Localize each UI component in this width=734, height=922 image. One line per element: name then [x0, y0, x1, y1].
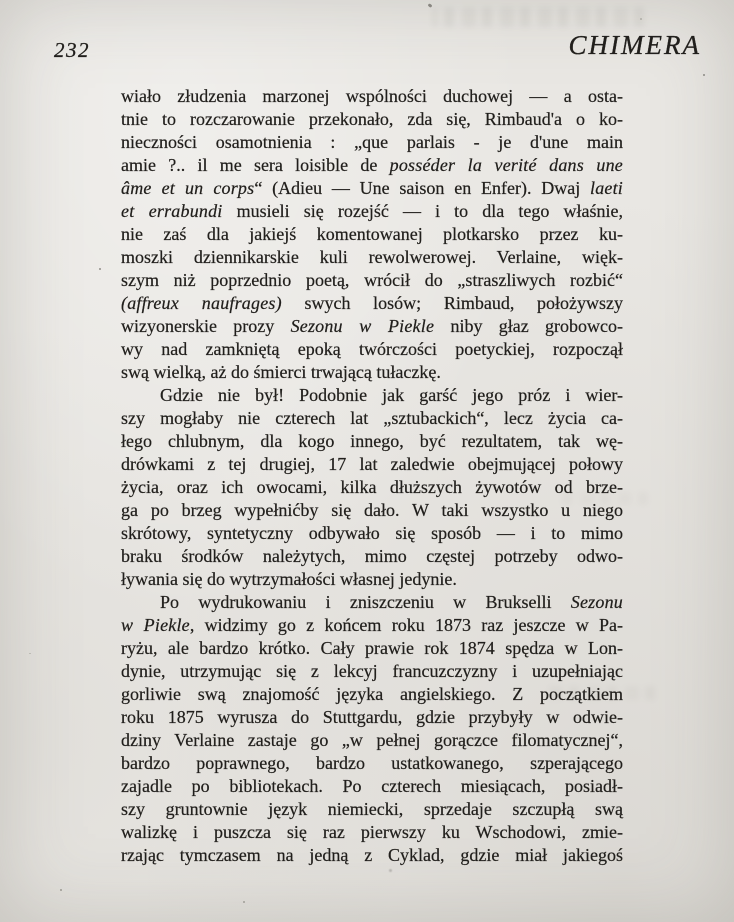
text-line: wizyonerskie prozy Sezonu w Piekle niby głaz grobowco-	[121, 316, 624, 336]
text-line: walizkę i puszcza się raz pierwszy ku Wschodowi, zmie-	[121, 822, 623, 842]
text-line: et errabundi musieli się rozejść — i to dla tego właśnie,	[121, 201, 623, 221]
dust-speck	[640, 18, 642, 20]
text-line: nie zaś dla jakiejś komentowanej plotkarsko przez ku-	[121, 224, 623, 244]
text-line: âme et un corps“ (Adieu — Une saison en Enfer). Dwaj laeti	[121, 178, 623, 198]
dust-speck	[29, 653, 31, 654]
text-line: wy nad zamkniętą epoką twórczości poetyckiej, rozpoczął	[121, 339, 623, 359]
text-line: gorliwie swą znajomość języka angielskiego. Z początkiem	[121, 684, 623, 704]
dust-speck	[243, 901, 245, 903]
text-line: ga po brzeg wypełnićby się dało. W taki wszystko u niego	[121, 500, 623, 520]
text-line: w Piekle, widzimy go z końcem roku 1873 raz jeszcze w Pa-	[121, 615, 624, 635]
text-line: nieczności osamotnienia : „que parlais - je d'une main	[121, 132, 623, 152]
text-line: dziny Verlaine zastaje go „w pełnej gorączce filomatycznej“,	[121, 730, 623, 750]
text-line: ryżu, ale bardzo krótko. Cały prawie rok 1874 spędza w Lon-	[121, 638, 623, 658]
text-line: dynie, utrzymując się z lekcyj francuzczyzny i uzupełniając	[121, 661, 623, 681]
text-block	[121, 85, 623, 867]
text-line: tnie to rozczarowanie przekonało, zda się, Rimbaud'a o ko-	[121, 109, 623, 129]
text-line: Po wydrukowaniu i zniszczeniu w Brukselli Sezonu	[160, 592, 623, 612]
text-line: szy mogłaby nie czterech lat „sztubackich“, lecz życia ca-	[121, 408, 623, 428]
text-line: moszki dziennikarskie kuli rewolwerowej. Verlaine, więk-	[121, 247, 623, 267]
dust-speck	[99, 268, 101, 270]
text-line: roku 1875 wyrusza do Stuttgardu, gdzie przybyły w odwie-	[121, 707, 623, 727]
text-line: braku środków należytych, mimo częstej potrzeby odwo-	[121, 546, 623, 566]
text-line: szy gruntownie język niemiecki, sprzedaje szczupłą swą	[121, 799, 623, 819]
text-line: drówkami z tej drugiej, 17 lat zaledwie obejmującej połowy	[121, 454, 623, 474]
page-number: 232	[54, 38, 90, 62]
text-line: wiało złudzenia marzonej wspólności duchowej — a osta-	[121, 86, 623, 106]
dust-speck	[60, 889, 62, 891]
text-line: amie ?.. il me sera loisible de posséder la verité dans une	[121, 155, 623, 175]
text-line: ływania się do wytrzymałości własnej jedynie.	[121, 569, 457, 589]
text-line: życia, oraz ich owocami, kilka dłuższych żywotów od brze-	[121, 477, 623, 497]
text-line: rzając tymczasem na jedną z Cyklad, gdzie miał jakiegoś	[121, 845, 623, 865]
text-line: Gdzie nie był! Podobnie jak garść jego próz i wier-	[160, 385, 623, 405]
text-line: zajadle po bibliotekach. Po czterech miesiącach, posiadł-	[121, 776, 623, 796]
journal-running-head: CHIMERA	[568, 30, 701, 60]
text-line: swą wielką, aż do śmierci trwającą tułaczkę.	[121, 362, 441, 382]
text-line: szym niż poprzednio poetą, wrócił do „straszliwych rozbić“	[121, 270, 623, 290]
verso-showthrough-ghost	[432, 7, 644, 27]
text-line: bardzo poprawnego, bardzo ustatkowanego, szperającego	[121, 753, 623, 773]
text-line: skrótowy, syntetyczny odbywało się sposób — i to mimo	[121, 523, 623, 543]
text-line: (affreux naufrages) swych losów; Rimbaud, położywszy	[121, 293, 624, 313]
dust-speck	[389, 869, 392, 872]
text-line: łego chlubnym, dla kogo innego, być rezultatem, tak wę-	[121, 431, 623, 451]
dust-speck	[703, 74, 705, 76]
